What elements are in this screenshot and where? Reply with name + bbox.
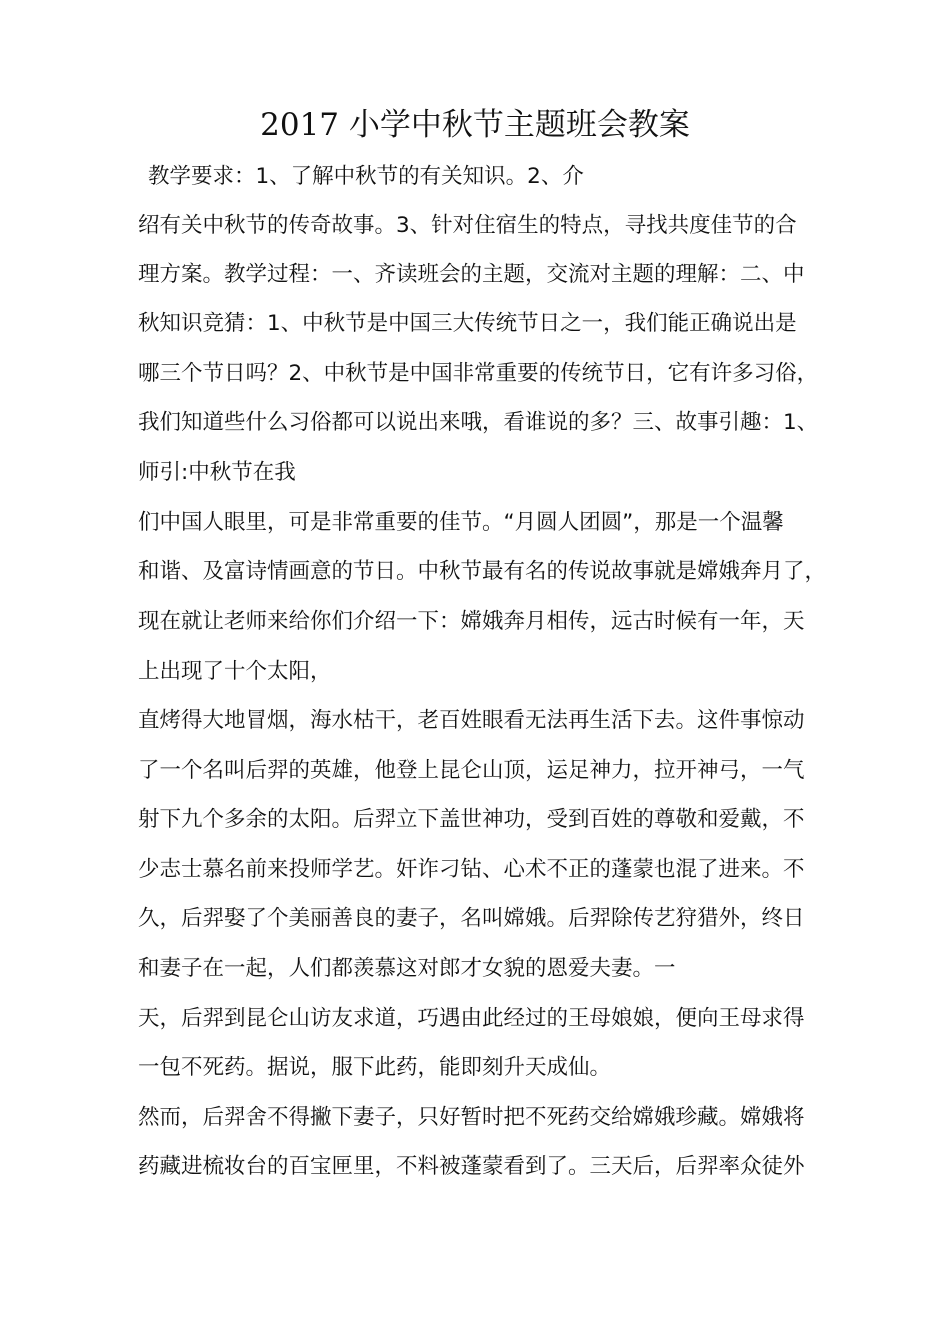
body-line-9: 和谐、及富诗情画意的节日。中秋节最有名的传说故事就是嫦娥奔月了，	[138, 559, 827, 584]
document-title: 2017 小学中秋节主题班会教案	[260, 107, 690, 143]
body-line-16: 久，后羿娶了个美丽善良的妻子，名叫嫦娥。后羿除传艺狩猎外，终日	[138, 906, 805, 931]
body-line-2: 绍有关中秋节的传奇故事。3、针对住宿生的特点，寻找共度佳节的合	[138, 213, 797, 238]
body-line-18: 天，后羿到昆仑山访友求道，巧遇由此经过的王母娘娘，便向王母求得	[138, 1006, 805, 1031]
body-line-21: 药藏进梳妆台的百宝匣里，不料被蓬蒙看到了。三天后，后羿率众徒外	[138, 1154, 805, 1179]
body-line-17: 和妻子在一起，人们都羡慕这对郎才女貌的恩爱夫妻。一	[138, 956, 676, 981]
body-line-3: 理方案。教学过程：一、齐读班会的主题，交流对主题的理解：二、中	[138, 262, 805, 287]
body-line-1: 教学要求：1、了解中秋节的有关知识。2、介	[148, 164, 584, 189]
body-line-12: 直烤得大地冒烟，海水枯干，老百姓眼看无法再生活下去。这件事惊动	[138, 708, 805, 733]
body-line-7: 师引:中秋节在我	[138, 460, 296, 485]
body-line-4: 秋知识竞猜：1、中秋节是中国三大传统节日之一，我们能正确说出是	[138, 311, 797, 336]
body-line-6: 我们知道些什么习俗都可以说出来哦，看谁说的多？三、故事引趣：1、	[138, 410, 819, 435]
body-line-15: 少志士慕名前来投师学艺。奸诈刁钻、心术不正的蓬蒙也混了进来。不	[138, 857, 805, 882]
body-line-14: 射下九个多余的太阳。后羿立下盖世神功，受到百姓的尊敬和爱戴，不	[138, 807, 805, 832]
body-line-20: 然而，后羿舍不得撇下妻子，只好暂时把不死药交给嫦娥珍藏。嫦娥将	[138, 1105, 805, 1130]
body-line-19: 一包不死药。据说，服下此药，能即刻升天成仙。	[138, 1055, 612, 1080]
body-line-5: 哪三个节日吗？2、中秋节是中国非常重要的传统节日，它有许多习俗，	[138, 361, 819, 386]
body-line-8: 们中国人眼里，可是非常重要的佳节。“月圆人团圆”，那是一个温馨	[138, 510, 784, 535]
body-line-13: 了一个名叫后羿的英雄，他登上昆仑山顶，运足神力，拉开神弓，一气	[138, 758, 805, 783]
body-line-10: 现在就让老师来给你们介绍一下：嫦娥奔月相传，远古时候有一年，天	[138, 609, 805, 634]
body-line-11: 上出现了十个太阳，	[138, 659, 332, 684]
